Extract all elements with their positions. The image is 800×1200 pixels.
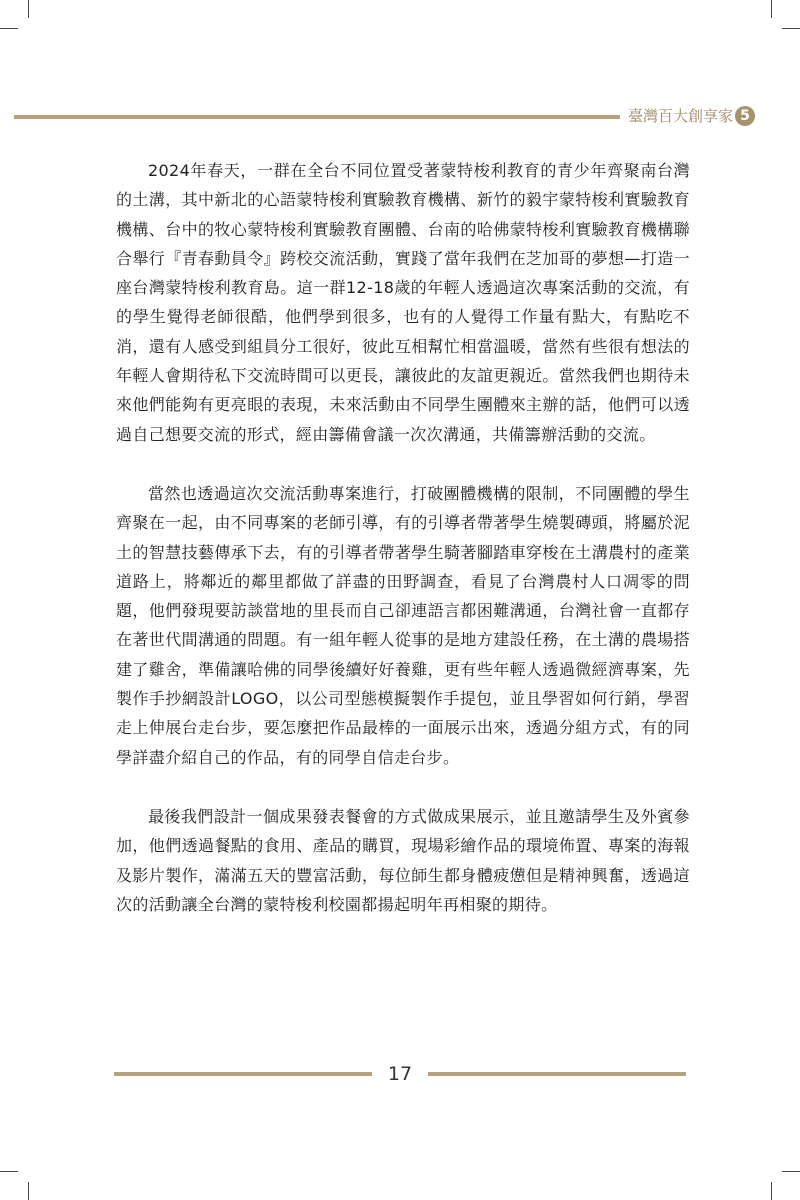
crop-mark-bottom-left-h — [0, 1171, 18, 1172]
crop-mark-bottom-right-h — [782, 1171, 800, 1172]
footer-rule-right — [428, 1072, 686, 1076]
crop-mark-top-right-h — [782, 28, 800, 29]
header-rule — [14, 115, 620, 119]
crop-mark-top-right — [771, 0, 772, 18]
page-number: 17 — [387, 1063, 413, 1085]
paragraph-2: 當然也透過這次交流活動專案進行，打破團體機構的限制，不同團體的學生齊聚在一起，由不同專案的老師引導，有的引導者帶著學生燒製磚頭，將屬於泥土的智慧技藝傳承下去，有的引導者帶著學生騎著腳踏車穿梭在土溝農村的產業道路上，將鄰近的鄰里都做了詳盡的田野調查，看見了台灣農村人口凋零的問題，他們發現要訪談當地的里長而自己卻連語言都困難溝通，台灣社會一直都存在著世代間溝通的問題。有一組年輕人從事的是地方建設任務，在土溝的農場搭建了雞舍，準備讓哈佛的同學後續好好養雞，更有些年輕人透過微經濟專案，先製作手抄網設計LOGO，以公司型態模擬製作手提包，並且學習如何行銷，學習走上伸展台走台步，要怎麼把作品最棒的一面展示出來，透過分組方式，有的同學詳盡介紹自己的作品，有的同學自信走台步。 — [116, 483, 690, 767]
chapter-badge: 5 — [735, 106, 755, 126]
crop-mark-bottom-right — [771, 1182, 772, 1200]
crop-mark-top-left-h — [0, 28, 18, 29]
running-header-title: 臺灣百大創享家 — [628, 107, 734, 125]
page-body — [116, 156, 690, 919]
crop-mark-top-left — [28, 0, 29, 18]
paragraph-3: 最後我們設計一個成果發表餐會的方式做成果展示，並且邀請學生及外賓參加，他們透過餐點的食用、產品的購買，現場彩繪作品的環境佈置、專案的海報及影片製作，滿滿五天的豐富活動，每位師生都身體疲憊但是精神興奮，透過這次的活動讓全台灣的蒙特梭利校園都揚起明年再相聚的期待。 — [116, 806, 690, 914]
paragraph-1: 2024年春天，一群在全台不同位置受著蒙特梭利教育的青少年齊聚南台灣的土溝，其中新北的心語蒙特梭利實驗教育機構、新竹的毅宇蒙特梭利實驗教育機構、台中的牧心蒙特梭利實驗教育團體、台南的哈佛蒙特梭利實驗教育機構聯合舉行『青春動員令』跨校交流活動，實踐了當年我們在芝加哥的夢想—打造一座台灣蒙特梭利教育島。這一群12-18歲的年輕人透過這次專案活動的交流，有的學生覺得老師很酷，他們學到很多，也有的人覺得工作量有點大，有點吃不消，還有人感受到組員分工很好，彼此互相幫忙相當溫暖，當然有些很有想法的年輕人會期待私下交流時間可以更長，讓彼此的友誼更親近。當然我們也期待未來他們能夠有更亮眼的表現，未來活動由不同學生團體來主辦的話，他們可以透過自己想要交流的形式，經由籌備會議一次次溝通，共備籌辦活動的交流。 — [116, 161, 690, 444]
footer-rule-left — [114, 1072, 372, 1076]
crop-mark-bottom-left — [28, 1182, 29, 1200]
